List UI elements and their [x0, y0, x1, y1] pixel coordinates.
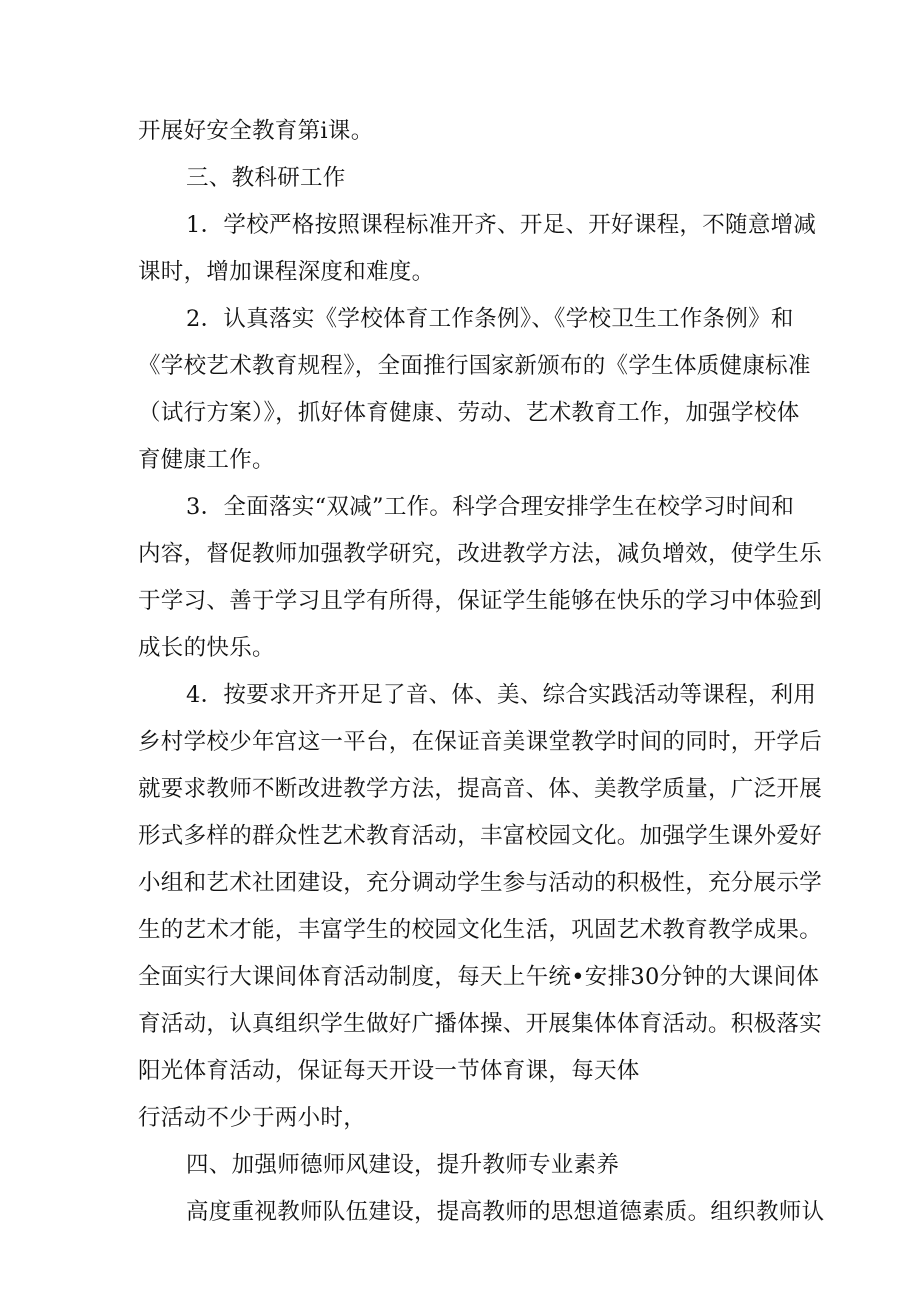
text-line: 小组和艺术社团建设，充分调动学生参与活动的积极性，充分展示学 — [138, 870, 823, 896]
text-line: 形式多样的群众性艺术教育活动，丰富校园文化。加强学生课外爱好 — [138, 823, 823, 849]
text-line: 全面实行大课间体育活动制度，每天上午统•安排30分钟的大课间体 — [138, 964, 820, 990]
text-line: 于学习、善于学习且学有所得，保证学生能够在快乐的学习中体验到 — [138, 588, 823, 614]
text-line: 乡村学校少年宫这一平台，在保证音美课堂教学时间的同时，开学后 — [138, 729, 823, 755]
text-line: 2．认真落实《学校体育工作条例》、《学校卫生工作条例》和 — [186, 306, 794, 332]
text-line: 4．按要求开齐开足了音、体、美、综合实践活动等课程，利用 — [186, 682, 817, 708]
text-line: 内容，督促教师加强教学研究，改进教学方法，减负增效，使学生乐 — [138, 541, 823, 567]
text-line: 行活动不少于两小时， — [138, 1105, 367, 1131]
text-line: 开展好安全教育第i课。 — [138, 118, 374, 144]
text-line: 就要求教师不断改进教学方法，提高音、体、美教学质量，广泛开展 — [138, 776, 823, 802]
text-line: 《学校艺术教育规程》，全面推行国家新颁布的《学生体质健康标准 — [138, 353, 811, 379]
text-line: 阳光体育活动，保证每天开设一节体育课，每天体 — [138, 1058, 640, 1084]
section-heading: 三、教科研工作 — [186, 165, 346, 191]
text-line: 生的艺术才能，丰富学生的校园文化生活，巩固艺术教育教学成果。 — [138, 917, 823, 943]
text-line: 课时，增加课程深度和难度。 — [138, 259, 435, 285]
text-line: （试行方案）》，抓好体育健康、劳动、艺术教育工作，加强学校体 — [138, 400, 800, 426]
text-line: 成长的快乐。 — [138, 635, 275, 661]
text-line: 高度重视教师队伍建设，提高教师的思想道德素质。组织教师认 — [186, 1199, 825, 1225]
section-heading: 四、加强师德师风建设，提升教师专业素养 — [186, 1152, 620, 1178]
text-line: 育健康工作。 — [138, 447, 275, 473]
text-line: 育活动，认真组织学生做好广播体操、开展集体体育活动。积极落实 — [138, 1011, 823, 1037]
text-line: 1．学校严格按照课程标准开齐、开足、开好课程，不随意增减 — [186, 212, 817, 238]
text-line: 3．全面落实“双减”工作。科学合理安排学生在校学习时间和 — [186, 494, 795, 520]
